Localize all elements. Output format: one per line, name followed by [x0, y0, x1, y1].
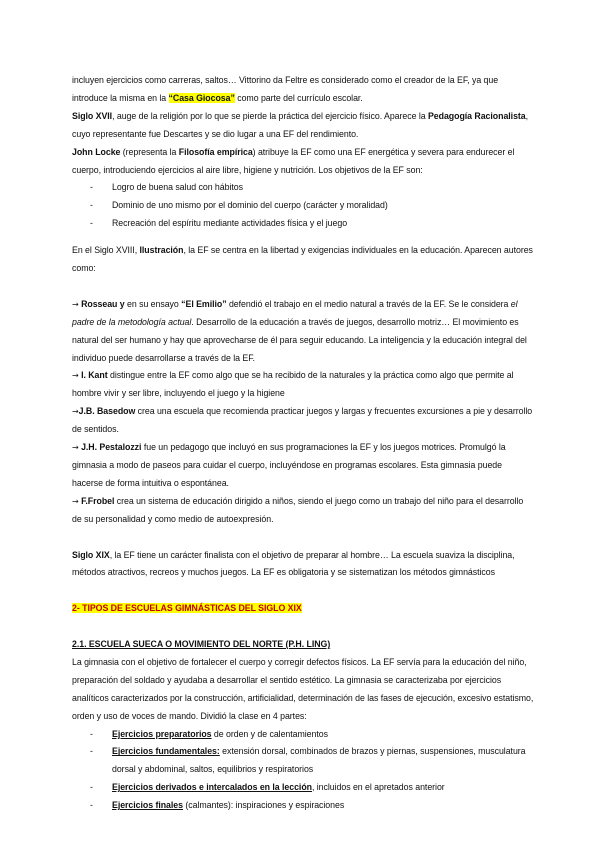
list-item — [72, 797, 534, 815]
text: de orden y de calentamientos — [211, 728, 328, 739]
paragraph-pestalozzi — [72, 439, 534, 493]
paragraph-siglo-xix — [72, 547, 534, 583]
bold-term: Pedagogía Racionalista — [427, 110, 526, 121]
paragraph-escuela-sueca: La gimnasia con el objetivo de fortalecer el cuerpo y corregir defectos físicos. La EF servía para la educación del niño, preparación del soldado y ayudaba a desarrollar el sentido estético. La gimnasia se caracterizaba por ejercicios analíticos caracterizados por la construcción, artificialidad, determinación de las fases de ejecución, excesivo estatismo, orden y uso de voces de mando. Dividió la clase en 4 partes: — [72, 656, 534, 721]
objectives-list — [72, 179, 534, 233]
bold-term: Ejercicios preparatorios — [112, 728, 212, 739]
bold-term: J.H. Pestalozzi — [81, 442, 142, 453]
bold-term: Siglo XVII — [72, 110, 113, 121]
section-heading — [72, 600, 534, 618]
paragraph-basedow — [72, 403, 534, 439]
bold-term: Ejercicios derivados e intercalados en la lección — [112, 782, 312, 793]
list-item: - Logro de buena salud con hábitos — [72, 179, 534, 197]
paragraph-john-locke — [72, 144, 534, 180]
text: , la EF se centra en la libertad y exigencias individuales en la educación. Aparecen autores como: — [72, 245, 533, 274]
text: , auge de la religión por lo que se pierde la práctica del ejercicio físico. Aparece la — [112, 110, 428, 121]
list-item: - Dominio de uno mismo por el dominio del cuerpo (carácter y moralidad) — [72, 197, 534, 215]
bold-term: F.Frobel — [81, 495, 115, 506]
text: crea una escuela que recomienda practicar juegos y largas y frecuentes excursiones a pie y desarrollo de sentidos. — [72, 406, 533, 435]
text: . Desarrollo de la educación a través de juegos, desarrollo motriz… El movimiento es natural del ser humano y hay que aprovecharse de él para seguir educando. La inteligencia y la educación integral del individuo puede desarrollarse a través de la EF. — [72, 316, 527, 363]
paragraph-casa-giocosa — [72, 72, 534, 108]
bold-term: Ejercicios finales — [112, 800, 183, 811]
bold-term: Rosseau y — [81, 298, 125, 309]
bold-term: John Locke — [72, 146, 121, 157]
highlight-casa-giocosa: “Casa Giocosa” — [168, 92, 235, 103]
subsection-heading: 2.1. ESCUELA SUECA O MOVIMIENTO DEL NORTE (P.H. LING) — [72, 639, 331, 650]
text: , la EF tiene un carácter finalista con el objetivo de preparar al hombre… La escuela suaviza la disciplina, métodos atractivos, recreos y muchos juegos. La EF es obligatoria y se sistematizan los métodos gimnásticos — [72, 549, 515, 578]
bold-term: Siglo XIX — [72, 549, 110, 560]
bold-term: I. Kant — [81, 370, 108, 381]
paragraph-siglo-xvii — [72, 108, 534, 144]
text: distingue entre la EF como algo que se ha recibido de la naturales y la práctica como algo que permite al hombre vivir y ser libre, incluyendo el juego y la higiene — [72, 370, 514, 399]
arrow-icon: → — [72, 496, 79, 506]
text: (calmantes): inspiraciones y espiraciones — [182, 800, 345, 811]
paragraph-kant — [72, 367, 534, 403]
bold-term: J.B. Basedow — [78, 406, 136, 417]
text: como parte del currículo escolar. — [234, 92, 363, 103]
arrow-icon: → — [72, 371, 79, 381]
bold-term: Ejercicios fundamentales: — [112, 746, 220, 757]
text: crea un sistema de educación dirigido a niños, siendo el juego como un trabajo del niño para el desarrollo de su personalidad y como medio de autoexpresión. — [72, 495, 524, 524]
arrow-icon: → — [72, 443, 79, 453]
arrow-icon: → — [72, 299, 79, 309]
text: , cuyo representante fue Descartes y se dio lugar a una EF del rendimiento. — [72, 110, 529, 139]
bold-term: Filosofía empírica — [178, 146, 253, 157]
paragraph-frobel — [72, 493, 534, 529]
list-item — [72, 779, 534, 797]
text: En el Siglo XVIII, — [72, 245, 140, 256]
paragraph-siglo-xviii — [72, 242, 534, 278]
text: incluyen ejercicios como carreras, saltos… Vittorino da Feltre es considerado como el creador de la EF, ya que introduce la misma en la — [72, 75, 499, 103]
text: ) atribuye la EF como una EF energética y severa para endurecer el cuerpo, introduciendo ejercicios al aire libre, higiene y nutrición. Los objetivos de la EF son: — [72, 146, 515, 175]
section-heading-text: 2- TIPOS DE ESCUELAS GIMNÁSTICAS DEL SIGLO XIX — [72, 603, 302, 614]
bold-term: “El Emilio” — [181, 298, 227, 309]
arrow-icon: → — [72, 407, 79, 417]
text: , incluidos en el apretados anterior — [311, 782, 445, 793]
class-parts-list — [72, 726, 534, 816]
italic-term: el padre de la metodología actual — [72, 298, 518, 327]
list-item — [72, 743, 534, 779]
text: fue un pedagogo que incluyó en sus programaciones la EF y los juegos motrices. Promulgó la gimnasia a modo de paseos para cuidar el cuerpo, incluyéndose en programas escolares. Esta gimnasia puede hacerse de forma intuitiva o espontánea. — [72, 442, 506, 488]
list-item — [72, 726, 534, 744]
text: (representa la — [120, 146, 179, 157]
text: defendió el trabajo en el medio natural a través de la EF. Se le considera — [226, 298, 511, 309]
text: en su ensayo — [124, 298, 182, 309]
list-item: - Recreación del espíritu mediante actividades física y el juego — [72, 215, 534, 233]
paragraph-rousseau — [72, 296, 534, 368]
bold-term: Ilustración — [139, 245, 184, 256]
document-page — [72, 72, 534, 815]
text: extensión dorsal, combinados de brazos y piernas, suspensiones, musculatura dorsal y abdominal, saltos, equilibrios y respiratorios — [112, 746, 526, 775]
